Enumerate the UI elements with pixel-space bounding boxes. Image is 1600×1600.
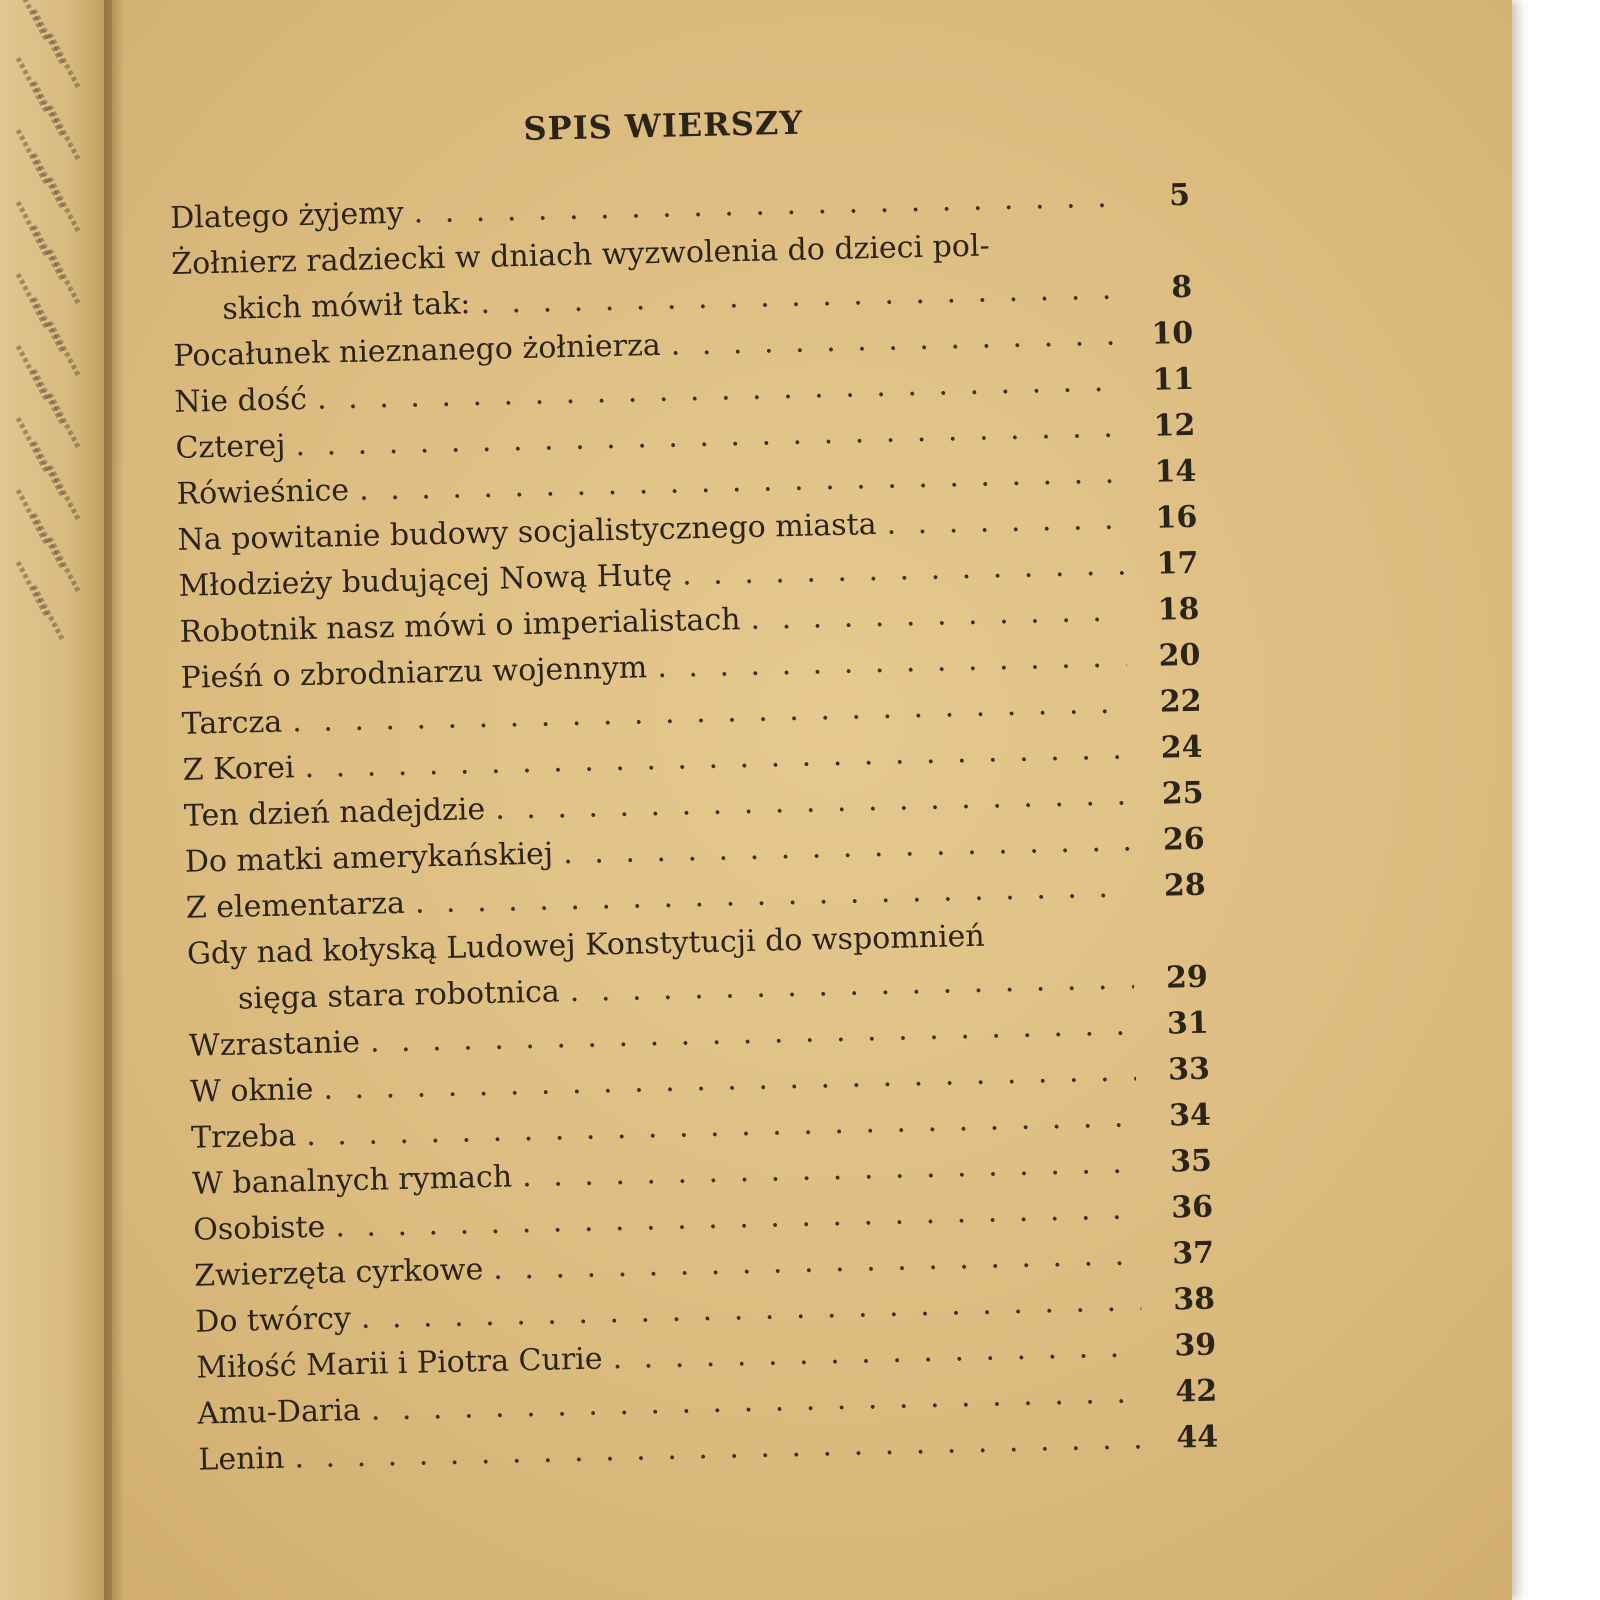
page-number: 11 [1152,361,1195,398]
page-number: 37 [1171,1235,1215,1272]
entry-title-line1: Żołnierz radziecki w dniach wyzwolenia do dzieci pol- [170,228,991,282]
entry-title: Z Korei [182,750,295,788]
page-number: 38 [1172,1281,1216,1318]
previous-page-text-fragment [48,537,81,592]
page-number: 42 [1175,1373,1218,1410]
page-number: 10 [1151,315,1194,352]
page-number: 26 [1162,821,1206,858]
page-number: 12 [1153,407,1196,444]
entry-title: Czterej [175,428,286,466]
page-number: 20 [1158,637,1201,674]
page-number: 24 [1160,729,1203,766]
page-number: 25 [1161,775,1204,812]
previous-page-text-fragment [48,249,81,304]
table-of-contents [168,95,1219,1484]
page-number: 14 [1154,453,1197,490]
page-number: 33 [1167,1051,1211,1088]
entry-title-line1: Gdy nad kołyską Ludowej Konstytucji do wspomnień [186,918,986,972]
page-number: 29 [1165,959,1209,996]
entry-title: skich mówił tak: [221,286,471,327]
page-number: 5 [1168,177,1191,214]
page-number: 34 [1168,1097,1212,1134]
entry-title: Dlatego żyjemy [169,195,404,236]
page-number: 39 [1173,1327,1217,1364]
toc-list [170,173,1219,1484]
entry-title: Amu-Daria [197,1392,362,1432]
entry-title: Robotnik nasz mówi o imperialistach [179,602,741,650]
page-number: 17 [1156,545,1199,582]
entry-title: Na powitanie budowy socjalistycznego miasta [177,507,877,558]
page-number: 8 [1170,269,1193,306]
entry-title: Do twórcy [194,1301,352,1340]
page-number: 31 [1166,1005,1210,1042]
entry-title: Miłość Marii i Piotra Curie [195,1341,603,1386]
entry-title: Ten dzień nadejdzie [183,791,486,834]
book-gutter [104,0,124,1600]
page-title: SPIS WIERSZY [523,103,804,148]
entry-title: Rówieśnice [176,472,350,512]
entry-title: Lenin [198,1440,285,1478]
entry-title: W banalnych rymach [191,1159,513,1202]
page-number: 35 [1169,1143,1213,1180]
entry-title: Osobiste [192,1209,326,1248]
page-number: 16 [1155,499,1198,536]
previous-page-text-fragment [48,33,81,88]
previous-page-text-fragment [48,177,81,232]
entry-title: Młodzieży budującej Nową Hutę [178,557,673,604]
previous-page-edge [0,0,112,1600]
entry-title: Do matki amerykańskiej [184,836,554,880]
entry-title: Z elementarza [185,885,406,926]
previous-page-text-fragment [48,105,81,160]
page-number: 18 [1157,591,1200,628]
entry-title: Pocałunek nieznanego żołnierza [173,327,662,374]
page-number: 28 [1163,867,1207,904]
page-number: 22 [1159,683,1202,720]
previous-page-text-fragment [32,585,65,640]
entry-title: W oknie [189,1071,314,1110]
previous-page-text-fragment [48,321,81,376]
page-number: 44 [1176,1419,1219,1456]
entry-title: Trzeba [190,1118,297,1156]
entry-title: Wzrastanie [188,1024,361,1064]
entry-title: Zwierzęta cyrkowe [193,1252,484,1294]
page-number: 36 [1170,1189,1214,1226]
entry-title: Pieśń o zbrodniarzu wojennym [180,650,648,696]
entry-title: Tarcza [181,704,283,742]
previous-page-text-fragment [48,393,81,448]
entry-title: sięga stara robotnica [237,974,561,1017]
entry-title: Nie dość [174,381,308,420]
previous-page-text-fragment [48,465,81,520]
leader-dots [886,496,1124,547]
